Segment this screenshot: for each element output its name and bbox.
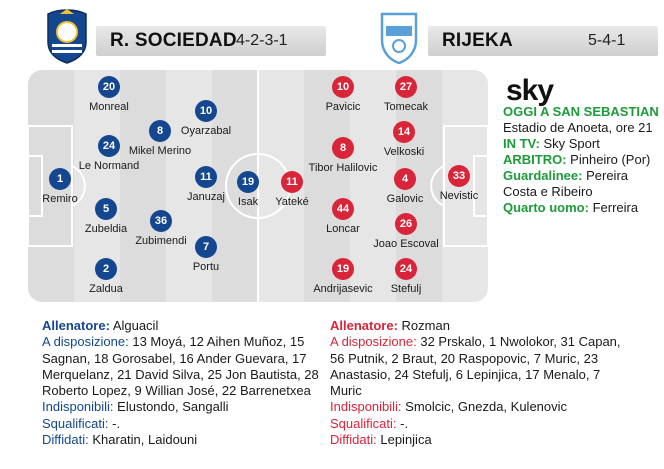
player-number: 19 bbox=[332, 258, 354, 280]
away-warned: Lepinjica bbox=[380, 432, 432, 448]
player-number: 1 bbox=[49, 168, 71, 190]
home-subs: 13 Moyá, 12 Aihen Muñoz, 15 Sagnan, 18 Gorosabel, 16 Ander Guevara, 17 Merquelanz, 21 David Silva, 25 Jon Bautista, 28 Roberto Lopez, 9 Willian José, 22 Barrenetxea bbox=[42, 334, 319, 399]
player-name: Zubeldia bbox=[84, 223, 128, 235]
player-number: 33 bbox=[448, 165, 470, 187]
referee-value: Pinheiro (Por) bbox=[570, 152, 651, 167]
away-suspended-label: Squalificati: bbox=[330, 415, 397, 431]
player-name: Velkoski bbox=[383, 146, 425, 158]
away-unavailable: Smolcic, Gnezda, Kulenovic bbox=[405, 399, 568, 415]
player-name: Tibor Halilovic bbox=[308, 162, 378, 174]
linesmen-value: Pereira Costa e Ribeiro bbox=[503, 168, 629, 199]
player-number: 44 bbox=[332, 198, 354, 220]
player-name: Pavicic bbox=[325, 101, 361, 113]
away-formation: 5-4-1 bbox=[588, 32, 626, 49]
player-name: Isak bbox=[237, 196, 259, 208]
player-name: Mikel Merino bbox=[128, 145, 192, 157]
player-number: 8 bbox=[149, 120, 171, 142]
match-info bbox=[503, 104, 661, 216]
player-name: Zubimendi bbox=[135, 235, 187, 247]
player-number: 24 bbox=[395, 258, 417, 280]
player-away bbox=[404, 165, 488, 202]
player-name: Oyarzabal bbox=[180, 125, 232, 137]
away-coach: Rozman bbox=[401, 318, 450, 333]
player-number: 7 bbox=[195, 236, 217, 258]
home-formation: 4-2-3-1 bbox=[236, 32, 288, 49]
player-number: 24 bbox=[98, 135, 120, 157]
player-away bbox=[351, 76, 461, 113]
away-subs: 32 Prskalo, 1 Nwolokor, 31 Capan, 56 Putnik, 2 Braut, 20 Raspopovic, 7 Muric, 23 Anastasio, 24 Stefulj, 6 Lepinjica, 17 Menalo, 7 Muric bbox=[330, 334, 621, 399]
player-number: 4 bbox=[394, 168, 416, 190]
player-name: Monreal bbox=[89, 101, 129, 113]
player-away bbox=[349, 121, 459, 158]
player-name: Le Normand bbox=[78, 160, 140, 172]
rijeka-crest-icon bbox=[376, 10, 422, 64]
player-name: Galovic bbox=[386, 193, 424, 205]
player-name: Portu bbox=[192, 261, 220, 273]
player-number: 36 bbox=[150, 210, 172, 232]
player-name: Loncar bbox=[326, 223, 360, 235]
away-unavailable-label: Indisponibili: bbox=[330, 399, 402, 415]
player-home bbox=[151, 100, 261, 137]
player-number: 19 bbox=[237, 171, 259, 193]
fourth-official-value: Ferreira bbox=[592, 200, 639, 215]
away-team-bar bbox=[428, 26, 658, 56]
match-venue: Estadio de Anoeta, ore 21 bbox=[503, 120, 653, 135]
player-name: Januzaj bbox=[187, 191, 225, 203]
home-warned-label: Diffidati: bbox=[42, 432, 89, 448]
player-number: 11 bbox=[281, 171, 303, 193]
away-coach-label: Allenatore: bbox=[330, 318, 398, 333]
player-name: Remiro bbox=[42, 193, 78, 205]
away-team-name: RIJEKA bbox=[442, 30, 513, 51]
match-header bbox=[0, 0, 664, 74]
tv-label: IN TV: bbox=[503, 136, 540, 151]
player-number: 2 bbox=[95, 258, 117, 280]
home-suspended-label: Squalificati: bbox=[42, 415, 109, 431]
player-number: 10 bbox=[195, 100, 217, 122]
home-team-bar bbox=[96, 26, 326, 56]
fourth-official-label: Quarto uomo: bbox=[503, 200, 589, 215]
player-number: 8 bbox=[332, 137, 354, 159]
player-name: Zaldua bbox=[89, 283, 123, 295]
player-away bbox=[351, 213, 461, 250]
home-coach-label: Allenatore: bbox=[42, 318, 110, 333]
player-name: Joao Escoval bbox=[373, 238, 439, 250]
pitch bbox=[28, 70, 488, 302]
player-name: Nevistic bbox=[439, 190, 479, 202]
home-subs-label: A disposizione: bbox=[42, 334, 129, 350]
sky-logo: sky bbox=[506, 74, 554, 107]
player-home bbox=[54, 76, 164, 113]
referee-label: ARBITRO: bbox=[503, 152, 567, 167]
player-number: 14 bbox=[393, 121, 415, 143]
home-unavailable: Elustondo, Sangalli bbox=[117, 399, 229, 415]
player-home bbox=[151, 236, 261, 273]
player-name: Andrijasevic bbox=[313, 283, 373, 295]
home-team-name: R. SOCIEDAD bbox=[110, 30, 237, 51]
player-number: 5 bbox=[95, 198, 117, 220]
linesmen-label: Guardalinee: bbox=[503, 168, 583, 183]
player-name: Stefulj bbox=[390, 283, 422, 295]
away-warned-label: Diffidati: bbox=[330, 432, 377, 448]
home-unavailable-label: Indisponibili: bbox=[42, 399, 114, 415]
match-when-label: OGGI A SAN SEBASTIAN bbox=[503, 104, 659, 119]
real-sociedad-crest-icon bbox=[44, 8, 90, 64]
player-number: 26 bbox=[395, 213, 417, 235]
player-home bbox=[51, 258, 161, 295]
player-number: 27 bbox=[395, 76, 417, 98]
home-suspended: -. bbox=[112, 415, 121, 431]
player-number: 10 bbox=[332, 76, 354, 98]
home-coach: Alguacil bbox=[112, 318, 159, 333]
player-number: 11 bbox=[195, 166, 217, 188]
player-name: Yateké bbox=[275, 196, 309, 208]
player-name: Tomecak bbox=[383, 101, 429, 113]
tv-value: Sky Sport bbox=[543, 136, 600, 151]
home-details bbox=[42, 318, 322, 448]
player-away bbox=[351, 258, 461, 295]
home-warned: Kharatin, Laidouni bbox=[92, 432, 198, 448]
away-suspended: -. bbox=[400, 415, 409, 431]
player-number: 20 bbox=[98, 76, 120, 98]
away-subs-label: A disposizione: bbox=[330, 334, 417, 350]
away-details bbox=[330, 318, 630, 448]
